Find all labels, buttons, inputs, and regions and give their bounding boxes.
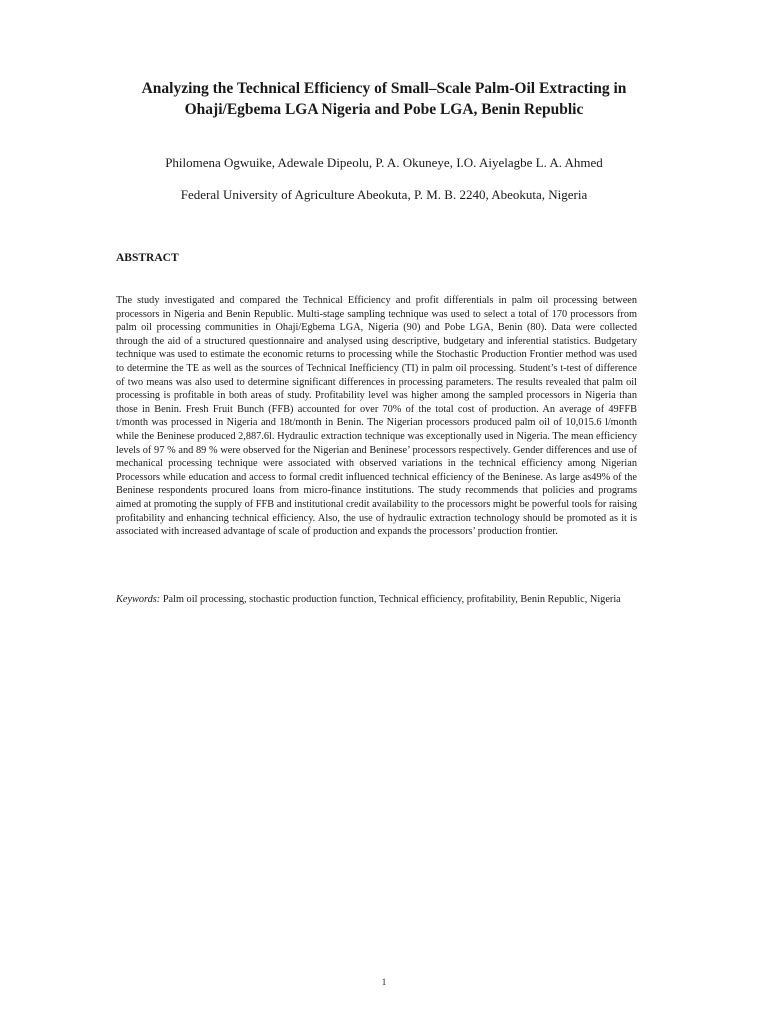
abstract-text: The study investigated and compared the Technical Efficiency and profit differentials in palm oil processing between processors in Nigeria and Benin Republic. Multi-stage sampling technique was used to select a total of 170 processors from palm oil processing communities in Ohaji/Egbema LGA, Nigeria (90) and Pobe LGA, Benin (80). Data were collected through the aid of a structured questionnaire and analysed using descriptive, budgetary and inferential statistics. Budgetary technique was used to estimate the economic returns to processing while the Stochastic Production Frontier method was used to determine the TE as well as the sources of Technical Inefficiency (TI) in palm oil processing. Student’s t-test of difference of two means was also used to determine significant differences in processing parameters. The results revealed that palm oil processing is profitable in both areas of study. Profitability level was higher among the sampled processors in Nigeria than those in Benin. Fresh Fruit Bunch (FFB) accounted for over 70% of the total cost of production. An average of 49FFB t/month was processed in Nigeria and 18t/month in Benin. The Nigerian processors produced palm oil of 10,015.6 l/month while the Beninese produced 2,887.6l. Hydraulic extraction technique was exceptionally used in Nigeria. The mean efficiency levels of 97 % and 89 % were observed for the Nigerian and Beninese’ processors respectively. Gender differences and use of mechanical processing technique were associated with observed variations in the technical efficiency among Nigerian Processors while education and access to formal credit influenced technical efficiency of the Beninese. As large as49% of the Beninese respondents procured loans from micro-finance institutions. The study recommends that policies and programs aimed at promoting the supply of FFB and institutional credit availability to the processors might be powerful tools for raising profitability and enhancing technical efficiency. Also, the use of hydraulic extraction technology should be promoted as it is associated with increased advantage of scale of production and expands the processors’ production frontier. bbox=[116, 295, 637, 538]
keywords-label: Keywords: bbox=[116, 594, 161, 605]
paper-title-line-2: Ohaji/Egbema LGA Nigeria and Pobe LGA, Benin Republic bbox=[184, 101, 584, 118]
author-affiliation: Federal University of Agriculture Abeokuta, P. M. B. 2240, Abeokuta, Nigeria bbox=[180, 187, 588, 202]
keywords-paragraph bbox=[116, 593, 637, 607]
page-number: 1 bbox=[381, 977, 387, 987]
paper-title-line-1: Analyzing the Technical Efficiency of Small–Scale Palm-Oil Extracting in bbox=[141, 80, 627, 97]
abstract-heading: ABSTRACT bbox=[116, 252, 179, 264]
author-list: Philomena Ogwuike, Adewale Dipeolu, P. A. Okuneye, I.O. Aiyelagbe L. A. Ahmed bbox=[165, 155, 603, 170]
keywords-text: Palm oil processing, stochastic production function, Technical efficiency, profitability, Benin Republic, Nigeria bbox=[162, 594, 621, 605]
paper-title bbox=[100, 78, 668, 120]
